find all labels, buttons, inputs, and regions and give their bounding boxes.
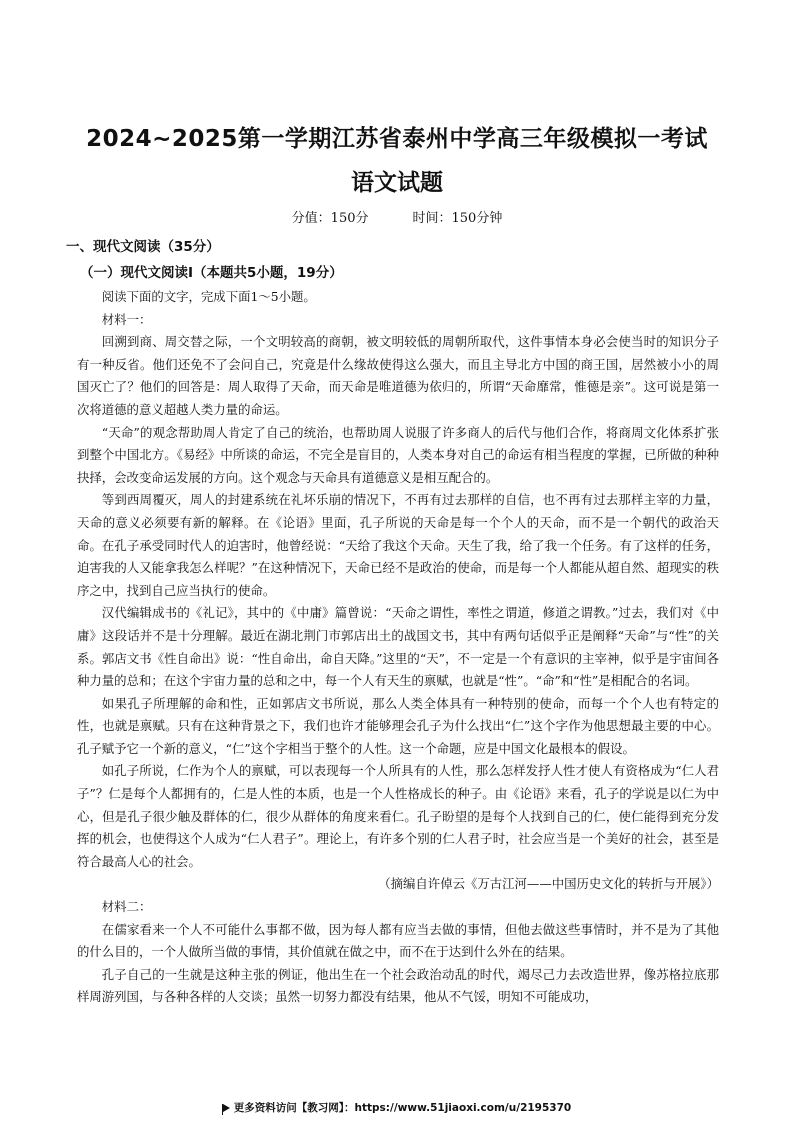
paragraph: 等到西周覆灭，周人的封建系统在礼坏乐崩的情况下，不再有过去那样的自信，也不再有过去那样主宰的力量，天命的意义必须要有新的解释。在《论语》里面，孔子所说的天命是每一个个人的天命，而不是一个朝代的政治天命。在孔子承受同时代人的迫害时，他曾经说：“天给了我这个天命。天生了我，给了我一个任务。有了这样的任务，迫害我的人又能拿我怎么样呢？”在这种情况下，天命已经不是政治的使命，而是每一个人都能从超自然、超现实的秩序之中，找到自己应当执行的使命。 bbox=[77, 492, 719, 598]
material-label: 材料一： bbox=[101, 311, 152, 327]
paragraph: 回溯到商、周交替之际，一个文明较高的商朝，被文明较低的周朝所取代，这件事情本身必会使当时的知识分子有一种反省。他们还免不了会问自己，究竟是什么缘故使得这么强大，而且主导北方中国的商王国，居然被小小的周国灭亡了？他们的回答是：周人取得了天命，而天命是唯道德为依归的，所谓“天命靡常，惟德是亲”。这可说是第一次将道德的意义超越人类力量的命运。 bbox=[77, 334, 719, 417]
section-heading-part1: 一、现代文阅读（35分） bbox=[66, 239, 220, 255]
source-citation: （摘编自许倬云《万古江河——中国历史文化的转折与开展》） bbox=[378, 876, 719, 892]
section-heading-part1-1: （一）现代文阅读Ⅰ（本题共5小题，19分） bbox=[80, 265, 343, 281]
exam-subtitle: 语文试题 bbox=[351, 170, 443, 196]
paragraph: 如果孔子所理解的命和性，正如郭店文书所说，那么人类全体具有一种特别的使命，而每一个个人也有特定的性，也就是禀赋。只有在这种背景之下，我们也许才能够理会孔子为什么找出“仁”这个字作为他思想最主要的中心。孔子赋予它一个新的意义，“仁”这个字相当于整个的人性。这一个命题，应是中国文化最根本的假设。 bbox=[77, 695, 719, 756]
paragraph: 孔子自己的一生就是这种主张的例证，他出生在一个社会政治动乱的时代，竭尽己力去改造世界，像苏格拉底那样周游列国，与各种各样的人交谈；虽然一切努力都没有结果，他从不气馁，明知不可能成功， bbox=[77, 966, 719, 1005]
paragraph: 在儒家看来一个人不可能什么事都不做，因为每人都有应当去做的事情，但他去做这些事情时，并不是为了其他的什么目的，一个人做所当做的事情，其价值就在做之中，而不在于达到什么外在的结果。 bbox=[77, 921, 719, 960]
score-info: 分值：150分 bbox=[291, 211, 369, 226]
exam-title: 2024~2025第一学期江苏省泰州中学高三年级模拟一考试 bbox=[86, 126, 708, 152]
exam-meta bbox=[0, 207, 794, 226]
paragraph: 汉代编辑成书的《礼记》，其中的《中庸》篇曾说：“天命之谓性，率性之谓道，修道之谓教。”过去，我们对《中庸》这段话并不是十分理解。最近在湖北荆门市郭店出土的战国文书，其中有两句话似乎正是阐释“天命”与“性”的关系。郭店文书《性自命出》说：“性自命出，命自天降。”这里的“天”，不一定是一个有意识的主宰神，似乎是宇宙间各种力量的总和；在这个宇宙力量的总和之中，每一个人有天生的禀赋，也就是“性”。“命”和“性”是相配合的名词。 bbox=[77, 605, 719, 689]
paragraph: “天命”的观念帮助周人肯定了自己的统治，也帮助周人说服了许多商人的后代与他们合作，将商周文化体系扩张到整个中国北方。《易经》中所谈的命运，不完全是盲目的，人类本身对自己的命运有相当程度的掌握，已所做的种种抉择，会改变命运发展的方向。这个观念与天命具有道德意义是相互配合的。 bbox=[77, 424, 719, 485]
paragraph: 如孔子所说，仁作为个人的禀赋，可以表现每一个人所具有的人性，那么怎样发抒人性才使人有资格成为“仁人君子”？仁是每个人都拥有的，仁是人性的本质，也是一个人性格成长的种子。由《论语》来看，孔子的学说是以仁为中心，但是孔子很少触及群体的仁，很少从群体的角度来看仁。孔子盼望的是每个人找到自己的仁，使仁能得到充分发挥的机会，也使得这个人成为“仁人君子”。理论上，有许多个别的仁人君子时，社会应当是一个美好的社会，甚至是符合最高人心的社会。 bbox=[77, 763, 719, 869]
footer bbox=[0, 1100, 794, 1115]
time-info: 时间：150分钟 bbox=[412, 211, 503, 226]
footer-link[interactable]: 更多资料访问【教习网】：https://www.51jiaoxi.com/u/2195370 bbox=[233, 1102, 572, 1114]
instruction-text: 阅读下面的文字，完成下面1～5小题。 bbox=[101, 289, 316, 304]
reading-passage bbox=[77, 286, 719, 1009]
material-label: 材料二： bbox=[101, 899, 152, 915]
flag-icon bbox=[223, 1104, 230, 1112]
